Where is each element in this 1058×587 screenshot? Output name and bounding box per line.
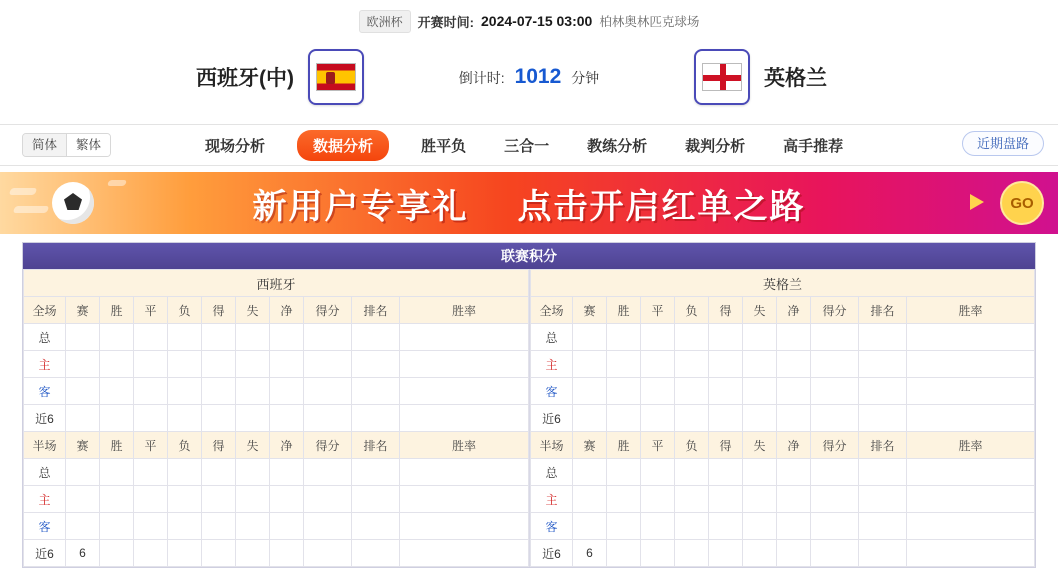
- table-row: [24, 459, 529, 486]
- table-row: [531, 513, 1035, 540]
- row-label: 客: [24, 513, 66, 540]
- cell: [202, 378, 236, 405]
- cell: [709, 486, 743, 513]
- col-rank: 排名: [352, 432, 400, 459]
- cell: [641, 513, 675, 540]
- col-played: 赛: [573, 432, 607, 459]
- tab-data-analysis[interactable]: 数据分析: [297, 130, 389, 161]
- table-row: [24, 351, 529, 378]
- cell: [859, 540, 907, 567]
- cell: [236, 351, 270, 378]
- cell: [168, 405, 202, 432]
- cell: [168, 513, 202, 540]
- col-lose: 负: [675, 297, 709, 324]
- cell: [777, 459, 811, 486]
- league-tag: 欧洲杯: [359, 10, 411, 33]
- table-row: [531, 459, 1035, 486]
- col-draw: 平: [134, 432, 168, 459]
- col-goal-diff: 净: [270, 297, 304, 324]
- cell: [907, 324, 1035, 351]
- col-rank: 排名: [859, 432, 907, 459]
- countdown-label: 倒计时:: [458, 70, 505, 86]
- cell: [607, 351, 641, 378]
- cell: [709, 513, 743, 540]
- away-half-header: [531, 432, 1035, 459]
- banner-streak-1: [9, 188, 38, 195]
- col-goal-diff: 净: [270, 432, 304, 459]
- kickoff-label: 开赛时间:: [417, 14, 475, 30]
- cell: [66, 405, 100, 432]
- cell: [66, 459, 100, 486]
- col-win: 胜: [607, 297, 641, 324]
- cell: [709, 378, 743, 405]
- col-lose: 负: [168, 297, 202, 324]
- cell: [907, 351, 1035, 378]
- cell: [709, 351, 743, 378]
- banner-arrow-icon: [970, 194, 984, 210]
- tab-live-analysis[interactable]: 现场分析: [205, 137, 266, 155]
- cell: [134, 324, 168, 351]
- col-goals-for: 得: [709, 432, 743, 459]
- row-label: 客: [24, 378, 66, 405]
- cell: [66, 324, 100, 351]
- england-flag-icon: [694, 49, 750, 105]
- cell: [100, 378, 134, 405]
- cell: [641, 459, 675, 486]
- cell: [907, 513, 1035, 540]
- home-team-name: 西班牙(中): [196, 67, 294, 90]
- cell: [859, 486, 907, 513]
- cell: [777, 405, 811, 432]
- cell: [400, 459, 529, 486]
- cell: [304, 405, 352, 432]
- table-row: [24, 540, 529, 567]
- cell: [134, 351, 168, 378]
- cell: [168, 486, 202, 513]
- cell: [573, 378, 607, 405]
- col-win: 胜: [607, 432, 641, 459]
- cell: [168, 459, 202, 486]
- col-goals-against: 失: [743, 297, 777, 324]
- standings-split: [23, 269, 1035, 567]
- cell: [202, 405, 236, 432]
- col-goals-against: 失: [743, 432, 777, 459]
- cell: [675, 324, 709, 351]
- league-standings-section: [22, 242, 1036, 568]
- cell: [907, 486, 1035, 513]
- cell: [270, 351, 304, 378]
- spain-flag-icon: [308, 49, 364, 105]
- tab-referee-analysis[interactable]: 裁判分析: [685, 137, 746, 155]
- countdown-unit: 分钟: [571, 70, 600, 86]
- cell: [777, 513, 811, 540]
- banner-text-left: 新用户专享礼: [252, 187, 469, 226]
- cell: [573, 405, 607, 432]
- cell: [236, 459, 270, 486]
- cell: [352, 378, 400, 405]
- cell: [400, 378, 529, 405]
- cell: [66, 378, 100, 405]
- row-label: 近6: [24, 405, 66, 432]
- cell: [270, 405, 304, 432]
- cell: [400, 324, 529, 351]
- cell: [777, 540, 811, 567]
- table-row: [531, 324, 1035, 351]
- cell: [859, 459, 907, 486]
- away-full-header: [531, 297, 1035, 324]
- tab-three-in-one[interactable]: 三合一: [504, 137, 550, 155]
- cell: [777, 351, 811, 378]
- cell: [134, 378, 168, 405]
- table-row: [24, 513, 529, 540]
- col-win-rate: 胜率: [907, 432, 1035, 459]
- cell: [236, 405, 270, 432]
- table-row: [531, 405, 1035, 432]
- countdown-value: 1012: [514, 65, 562, 88]
- cell: [675, 459, 709, 486]
- col-points: 得分: [811, 297, 859, 324]
- col-rank: 排名: [859, 297, 907, 324]
- cell: [304, 459, 352, 486]
- cell: [202, 459, 236, 486]
- cell: [907, 378, 1035, 405]
- cell: [400, 405, 529, 432]
- col-goal-diff: 净: [777, 297, 811, 324]
- away-team-block[interactable]: [694, 49, 1024, 105]
- cell: [202, 540, 236, 567]
- cell: [304, 378, 352, 405]
- cell: [607, 378, 641, 405]
- cell: [641, 351, 675, 378]
- away-table-team: 英格兰: [531, 270, 1035, 297]
- nav-right: [962, 133, 1044, 153]
- cell: [352, 459, 400, 486]
- cell: [100, 513, 134, 540]
- home-full-header: [24, 297, 529, 324]
- row-label: 客: [531, 378, 573, 405]
- cell: [777, 324, 811, 351]
- cell: [811, 351, 859, 378]
- cell: [236, 486, 270, 513]
- nav-items: [199, 130, 849, 161]
- cell: [100, 324, 134, 351]
- cell: [641, 324, 675, 351]
- away-standings: [529, 269, 1035, 567]
- cell: [709, 540, 743, 567]
- cell: [66, 486, 100, 513]
- row-label: 总: [24, 459, 66, 486]
- tab-coach-analysis[interactable]: 教练分析: [587, 137, 648, 155]
- cell: [352, 486, 400, 513]
- cell: [607, 405, 641, 432]
- cell: [236, 513, 270, 540]
- table-row: [531, 351, 1035, 378]
- recent-odds-button[interactable]: 近期盘路: [962, 131, 1044, 156]
- cell: [202, 324, 236, 351]
- cell: [709, 324, 743, 351]
- cell: [607, 324, 641, 351]
- main-nav: [0, 124, 1058, 166]
- cell: [743, 378, 777, 405]
- promo-banner[interactable]: [0, 172, 1058, 234]
- banner-go-button[interactable]: GO: [1000, 181, 1044, 225]
- cell: [352, 324, 400, 351]
- venue-name: 柏林奥林匹克球场: [599, 15, 700, 29]
- col-win-rate: 胜率: [400, 432, 529, 459]
- cell: [270, 513, 304, 540]
- banner-text: [0, 179, 1058, 228]
- cell: [168, 540, 202, 567]
- cell: [134, 540, 168, 567]
- cell: [859, 378, 907, 405]
- col-half: 半场: [24, 432, 66, 459]
- col-rank: 排名: [352, 297, 400, 324]
- cell: [66, 513, 100, 540]
- col-played: 赛: [573, 297, 607, 324]
- cell: [907, 540, 1035, 567]
- cell: [709, 405, 743, 432]
- cell: [777, 486, 811, 513]
- cell: [100, 405, 134, 432]
- cell: [907, 459, 1035, 486]
- cell: [675, 486, 709, 513]
- cell: [304, 486, 352, 513]
- cell: [304, 513, 352, 540]
- col-lose: 负: [675, 432, 709, 459]
- cell: [100, 540, 134, 567]
- cell: [675, 378, 709, 405]
- cell: [573, 351, 607, 378]
- tab-expert-picks[interactable]: 高手推荐: [783, 137, 844, 155]
- cell: [859, 513, 907, 540]
- cell: [811, 540, 859, 567]
- banner-streak-3: [107, 180, 127, 186]
- banner-text-right: 点击开启红单之路: [517, 187, 806, 226]
- cell: [202, 351, 236, 378]
- section-title: 联赛积分: [23, 243, 1035, 269]
- kickoff-time: 2024-07-15 03:00: [481, 13, 593, 29]
- cell: [743, 459, 777, 486]
- cell: [304, 540, 352, 567]
- table-row: [531, 540, 1035, 567]
- col-points: 得分: [304, 432, 352, 459]
- cell: [573, 324, 607, 351]
- table-row: [24, 324, 529, 351]
- cell: [607, 486, 641, 513]
- language-switch[interactable]: [22, 133, 111, 157]
- row-label: 主: [24, 486, 66, 513]
- col-played: 赛: [66, 432, 100, 459]
- cell: [743, 540, 777, 567]
- home-team-block[interactable]: [34, 49, 364, 105]
- cell: [859, 405, 907, 432]
- cell: [236, 378, 270, 405]
- cell: [352, 405, 400, 432]
- col-points: 得分: [304, 297, 352, 324]
- col-draw: 平: [641, 432, 675, 459]
- cell: [859, 351, 907, 378]
- cell: [352, 351, 400, 378]
- tab-win-draw-lose[interactable]: 胜平负: [421, 137, 467, 155]
- cell: [573, 513, 607, 540]
- countdown: [364, 65, 694, 89]
- col-win-rate: 胜率: [400, 297, 529, 324]
- cell: 6: [573, 540, 607, 567]
- cell: [859, 324, 907, 351]
- cell: [675, 540, 709, 567]
- row-label: 总: [531, 459, 573, 486]
- col-full: 全场: [24, 297, 66, 324]
- col-half: 半场: [531, 432, 573, 459]
- cell: [66, 351, 100, 378]
- cell: [811, 459, 859, 486]
- cell: [100, 351, 134, 378]
- cell: [202, 513, 236, 540]
- cell: [607, 513, 641, 540]
- cell: [573, 459, 607, 486]
- cell: [811, 405, 859, 432]
- cell: [400, 486, 529, 513]
- banner-streak-2: [13, 206, 50, 213]
- home-standings: [23, 269, 529, 567]
- cell: [675, 351, 709, 378]
- cell: [134, 459, 168, 486]
- cell: [270, 459, 304, 486]
- cell: [236, 324, 270, 351]
- table-row: [24, 378, 529, 405]
- row-label: 主: [531, 351, 573, 378]
- cell: [811, 324, 859, 351]
- match-header: [0, 0, 1058, 112]
- table-row: [24, 405, 529, 432]
- col-draw: 平: [134, 297, 168, 324]
- cell: [675, 513, 709, 540]
- cell: [270, 486, 304, 513]
- cell: [811, 486, 859, 513]
- cell: [811, 378, 859, 405]
- col-goals-for: 得: [709, 297, 743, 324]
- table-row: [531, 486, 1035, 513]
- table-row: [24, 486, 529, 513]
- cell: [743, 513, 777, 540]
- cell: [907, 405, 1035, 432]
- row-label: 近6: [531, 405, 573, 432]
- soccer-ball-icon: [52, 182, 94, 224]
- cell: [743, 486, 777, 513]
- cell: [675, 405, 709, 432]
- col-full: 全场: [531, 297, 573, 324]
- col-goal-diff: 净: [777, 432, 811, 459]
- cell: [270, 324, 304, 351]
- cell: [743, 324, 777, 351]
- row-label: 近6: [531, 540, 573, 567]
- row-label: 主: [24, 351, 66, 378]
- col-win: 胜: [100, 297, 134, 324]
- lang-traditional[interactable]: 繁体: [66, 134, 110, 156]
- row-label: 主: [531, 486, 573, 513]
- cell: [743, 351, 777, 378]
- cell: [236, 540, 270, 567]
- col-goals-for: 得: [202, 297, 236, 324]
- col-goals-for: 得: [202, 432, 236, 459]
- lang-simplified[interactable]: 简体: [23, 134, 66, 156]
- cell: [134, 486, 168, 513]
- home-table-team: 西班牙: [24, 270, 529, 297]
- cell: [641, 540, 675, 567]
- cell: [641, 405, 675, 432]
- cell: [400, 513, 529, 540]
- row-label: 客: [531, 513, 573, 540]
- cell: [400, 540, 529, 567]
- cell: 6: [66, 540, 100, 567]
- col-draw: 平: [641, 297, 675, 324]
- teams-row: [0, 42, 1058, 112]
- home-half-header: [24, 432, 529, 459]
- col-points: 得分: [811, 432, 859, 459]
- away-team-name: 英格兰: [764, 67, 827, 90]
- cell: [270, 540, 304, 567]
- cell: [352, 540, 400, 567]
- cell: [134, 513, 168, 540]
- cell: [352, 513, 400, 540]
- row-label: 总: [24, 324, 66, 351]
- away-stat-table: [530, 269, 1035, 567]
- col-win: 胜: [100, 432, 134, 459]
- cell: [400, 351, 529, 378]
- col-goals-against: 失: [236, 432, 270, 459]
- cell: [168, 378, 202, 405]
- col-played: 赛: [66, 297, 100, 324]
- cell: [777, 378, 811, 405]
- cell: [168, 324, 202, 351]
- cell: [743, 405, 777, 432]
- col-win-rate: 胜率: [907, 297, 1035, 324]
- cell: [202, 486, 236, 513]
- cell: [304, 351, 352, 378]
- col-goals-against: 失: [236, 297, 270, 324]
- cell: [607, 540, 641, 567]
- row-label: 近6: [24, 540, 66, 567]
- cell: [811, 513, 859, 540]
- home-stat-table: [23, 269, 529, 567]
- cell: [709, 459, 743, 486]
- cell: [100, 486, 134, 513]
- table-row: [531, 378, 1035, 405]
- cell: [270, 378, 304, 405]
- cell: [304, 324, 352, 351]
- cell: [134, 405, 168, 432]
- cell: [168, 351, 202, 378]
- col-lose: 负: [168, 432, 202, 459]
- cell: [607, 459, 641, 486]
- row-label: 总: [531, 324, 573, 351]
- cell: [100, 459, 134, 486]
- match-meta: [0, 10, 1058, 32]
- cell: [641, 378, 675, 405]
- cell: [641, 486, 675, 513]
- cell: [573, 486, 607, 513]
